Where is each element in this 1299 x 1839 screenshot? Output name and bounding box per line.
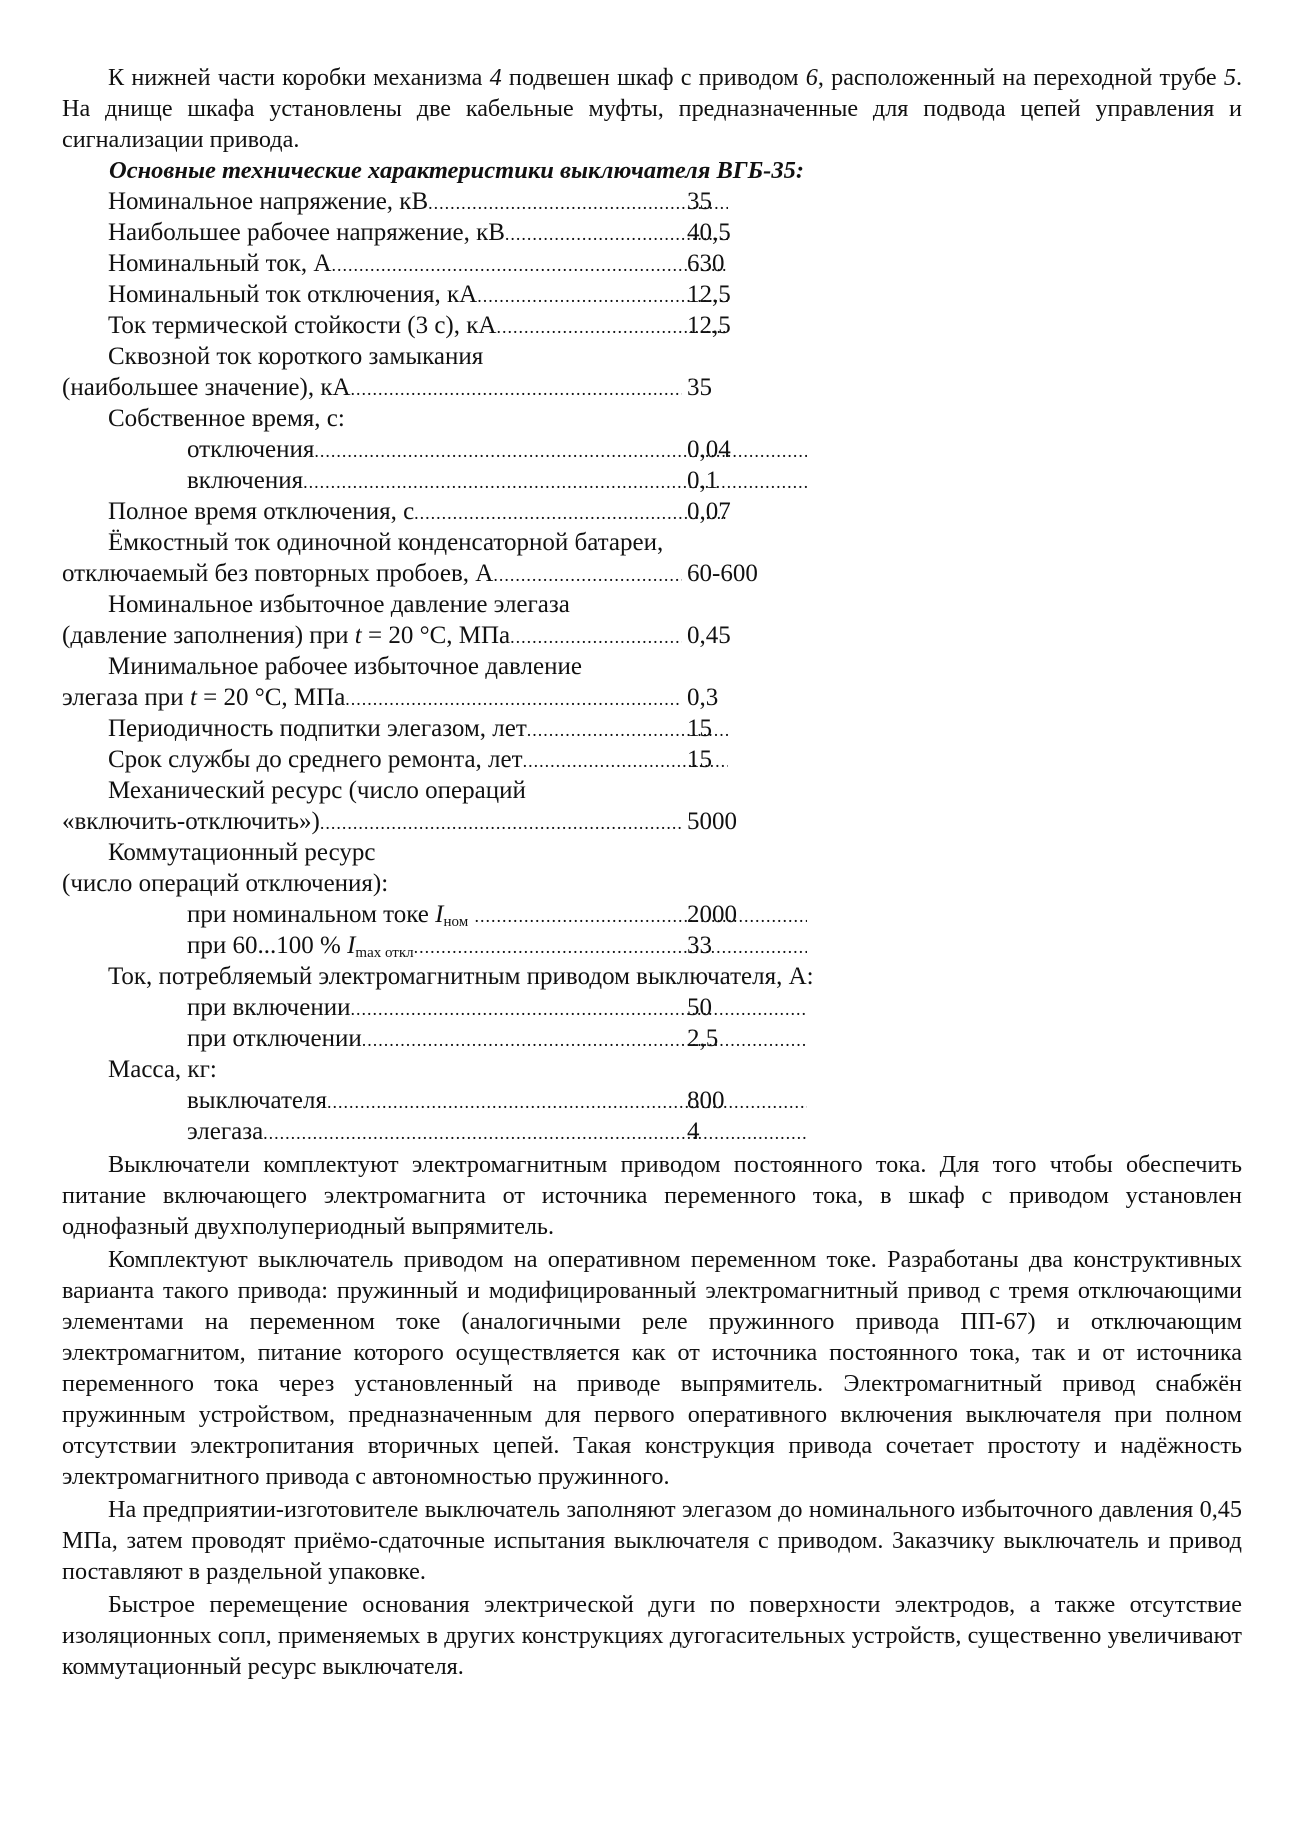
leader-dots xyxy=(428,188,728,219)
spec-label xyxy=(62,682,345,713)
spec-row xyxy=(62,496,1242,527)
variable-t: t xyxy=(189,684,197,711)
intro-text: . На днище шкафа установлены две кабельные муфты, предназначенные для подвода цепей управления и сигнализации привода. xyxy=(62,64,1243,153)
spec-label: отключаемый без повторных пробоев, А xyxy=(62,560,494,587)
variable-i: I xyxy=(347,932,356,959)
leader-dots xyxy=(314,436,807,467)
intro-text: , расположенный на переходной трубе xyxy=(817,64,1224,91)
intro-text: К нижней части коробки механизма xyxy=(108,64,490,91)
body-paragraph: Комплектуют выключатель приводом на оперативном переменном токе. Разработаны два конструктивных варианта такого привода: пружинный и модифицированный электромагнитный привод с тремя отключающими элементами на переменном токе (аналогичными реле пружинного привода ПП-67) и отключающим электромагнитом, питание которого осуществляется как от источника постоянного тока, так и от источника переменного тока через установленный на приводе выпрямитель. Электромагнитный привод снабжён пружинным устройством, предназначенным для первого оперативного включения выключателя при полном отсутствии электропитания вторичных цепей. Такая конструкция привода сочетает простоту и надёжность электромагнитного привода с автономностью пружинного. xyxy=(62,1246,1242,1490)
spec-value: 2,5 xyxy=(687,1025,719,1052)
spec-label: Ток термической стойкости (3 с), кА xyxy=(108,312,497,339)
intro-paragraph xyxy=(62,62,1242,155)
body-paragraph: На предприятии-изготовителе выключатель заполняют элегазом до номинального избыточного давления 0,45 МПа, затем проводят приёмо-сдаточные испытания выключателя с приводом. Заказчику выключатель и привод поставляют в раздельной упаковке. xyxy=(62,1496,1242,1585)
label-text: = 20 °С, МПа xyxy=(361,622,511,649)
spec-row xyxy=(62,1023,1242,1054)
spec-row xyxy=(62,310,1242,341)
spec-row xyxy=(62,620,1242,651)
spec-value: 0,04 xyxy=(687,436,731,463)
leader-dots xyxy=(414,498,728,529)
spec-row-label: Механический ресурс (число операций xyxy=(108,777,526,804)
spec-row xyxy=(62,930,1242,961)
spec-value: 4 xyxy=(687,1118,700,1145)
spec-value: 2000 xyxy=(687,901,737,928)
specs-heading: Основные технические характеристики выключателя ВГБ-35: xyxy=(109,157,804,184)
spec-value: 15 xyxy=(687,715,712,742)
spec-row xyxy=(62,186,1242,217)
document-page xyxy=(62,62,1242,1682)
spec-label: элегаза xyxy=(187,1118,264,1145)
leader-dots xyxy=(303,467,807,498)
spec-label: включения xyxy=(187,467,304,494)
spec-value: 60-600 xyxy=(687,560,758,587)
spec-row xyxy=(62,248,1242,279)
spec-row xyxy=(62,279,1242,310)
ref-number: 6 xyxy=(805,64,818,91)
spec-value: 15 xyxy=(687,746,712,773)
spec-label: «включить-отключить») xyxy=(62,808,320,835)
subscript: max откл xyxy=(355,945,414,961)
spec-label: при отключении xyxy=(187,1025,362,1052)
spec-label: выключателя xyxy=(187,1087,327,1114)
ref-number: 4 xyxy=(489,64,502,91)
spec-value: 33 xyxy=(687,932,712,959)
spec-value: 630 xyxy=(687,250,725,277)
spec-row-label: Коммутационный ресурс xyxy=(108,839,376,866)
leader-dots xyxy=(510,622,682,653)
spec-value: 50 xyxy=(687,994,712,1021)
spec-value: 35 xyxy=(687,188,712,215)
spec-row xyxy=(62,1116,1242,1147)
spec-label: Номинальный ток, А xyxy=(108,250,332,277)
leader-dots xyxy=(474,901,807,932)
spec-row xyxy=(62,558,1242,589)
spec-value: 35 xyxy=(687,374,712,401)
spec-label: Номинальное напряжение, кВ xyxy=(108,188,429,215)
leader-dots xyxy=(331,250,728,281)
spec-label xyxy=(187,899,474,930)
spec-row xyxy=(62,682,1242,713)
spec-value: 40,5 xyxy=(687,219,731,246)
spec-row xyxy=(62,992,1242,1023)
spec-label: отключения xyxy=(187,436,315,463)
spec-row xyxy=(62,372,1242,403)
variable-i: I xyxy=(435,901,444,928)
spec-label: Периодичность подпитки элегазом, лет xyxy=(108,715,527,742)
label-text: при 60...100 % xyxy=(187,932,348,959)
spec-row-label: Ёмкостный ток одиночной конденсаторной батареи, xyxy=(108,529,664,556)
spec-row xyxy=(62,713,1242,744)
spec-row xyxy=(62,1085,1242,1116)
label-text: = 20 °С, МПа xyxy=(196,684,346,711)
leader-dots xyxy=(362,1025,807,1056)
ref-number: 5 xyxy=(1223,64,1236,91)
spec-row xyxy=(62,217,1242,248)
spec-label: Срок службы до среднего ремонта, лет xyxy=(108,746,523,773)
subscript: ном xyxy=(443,914,469,930)
spec-value: 0,07 xyxy=(687,498,731,525)
spec-row xyxy=(62,806,1242,837)
spec-row-label: Масса, кг: xyxy=(108,1056,217,1083)
spec-value: 12,5 xyxy=(687,312,731,339)
spec-label: Номинальный ток отключения, кА xyxy=(108,281,478,308)
spec-row xyxy=(62,744,1242,775)
intro-text: подвешен шкаф с приводом xyxy=(501,64,806,91)
spec-row xyxy=(62,465,1242,496)
variable-t: t xyxy=(354,622,362,649)
leader-dots xyxy=(320,808,682,839)
leader-dots xyxy=(351,374,682,405)
spec-row-label: Номинальное избыточное давление элегаза xyxy=(108,591,570,618)
spec-row-label: Минимальное рабочее избыточное давление xyxy=(108,653,582,680)
spec-label: (наибольшее значение), кА xyxy=(62,374,351,401)
spec-row xyxy=(62,434,1242,465)
spec-label xyxy=(187,930,414,961)
spec-value: 5000 xyxy=(687,808,737,835)
leader-dots xyxy=(327,1087,807,1118)
label-text: при номинальном токе xyxy=(187,901,436,928)
spec-value: 0,1 xyxy=(687,467,719,494)
leader-dots xyxy=(350,994,807,1025)
leader-dots xyxy=(263,1118,807,1149)
spec-value: 0,3 xyxy=(687,684,719,711)
spec-label: Полное время отключения, с xyxy=(108,498,415,525)
spec-row-label: Собственное время, с: xyxy=(108,405,345,432)
body-paragraph: Быстрое перемещение основания электрической дуги по поверхности электродов, а также отсутствие изоляционных сопл, применяемых в других конструкциях дугогасительных устройств, существенно увеличивают коммутационный ресурс выключателя. xyxy=(62,1591,1242,1680)
leader-dots xyxy=(345,684,682,715)
spec-row-label: Ток, потребляемый электромагнитным приводом выключателя, А: xyxy=(108,963,814,990)
spec-label: Наибольшее рабочее напряжение, кВ xyxy=(108,219,505,246)
label-text: элегаза при xyxy=(62,684,190,711)
spec-label xyxy=(62,620,510,651)
spec-label: при включении xyxy=(187,994,351,1021)
label-text: (давление заполнения) при xyxy=(62,622,355,649)
body-paragraph: Выключатели комплектуют электромагнитным приводом постоянного тока. Для того чтобы обеспечить питание включающего электромагнита от источника переменного тока, в шкаф с приводом установлен однофазный двухполупериодный выпрямитель. xyxy=(62,1151,1242,1240)
leader-dots xyxy=(414,932,807,963)
spec-value: 12,5 xyxy=(687,281,731,308)
spec-row-label: (число операций отключения): xyxy=(62,870,389,897)
leader-dots xyxy=(493,560,682,591)
specs-list xyxy=(62,186,1242,1147)
spec-value: 0,45 xyxy=(687,622,731,649)
spec-row xyxy=(62,899,1242,930)
spec-value: 800 xyxy=(687,1087,725,1114)
spec-row-label: Сквозной ток короткого замыкания xyxy=(108,343,484,370)
